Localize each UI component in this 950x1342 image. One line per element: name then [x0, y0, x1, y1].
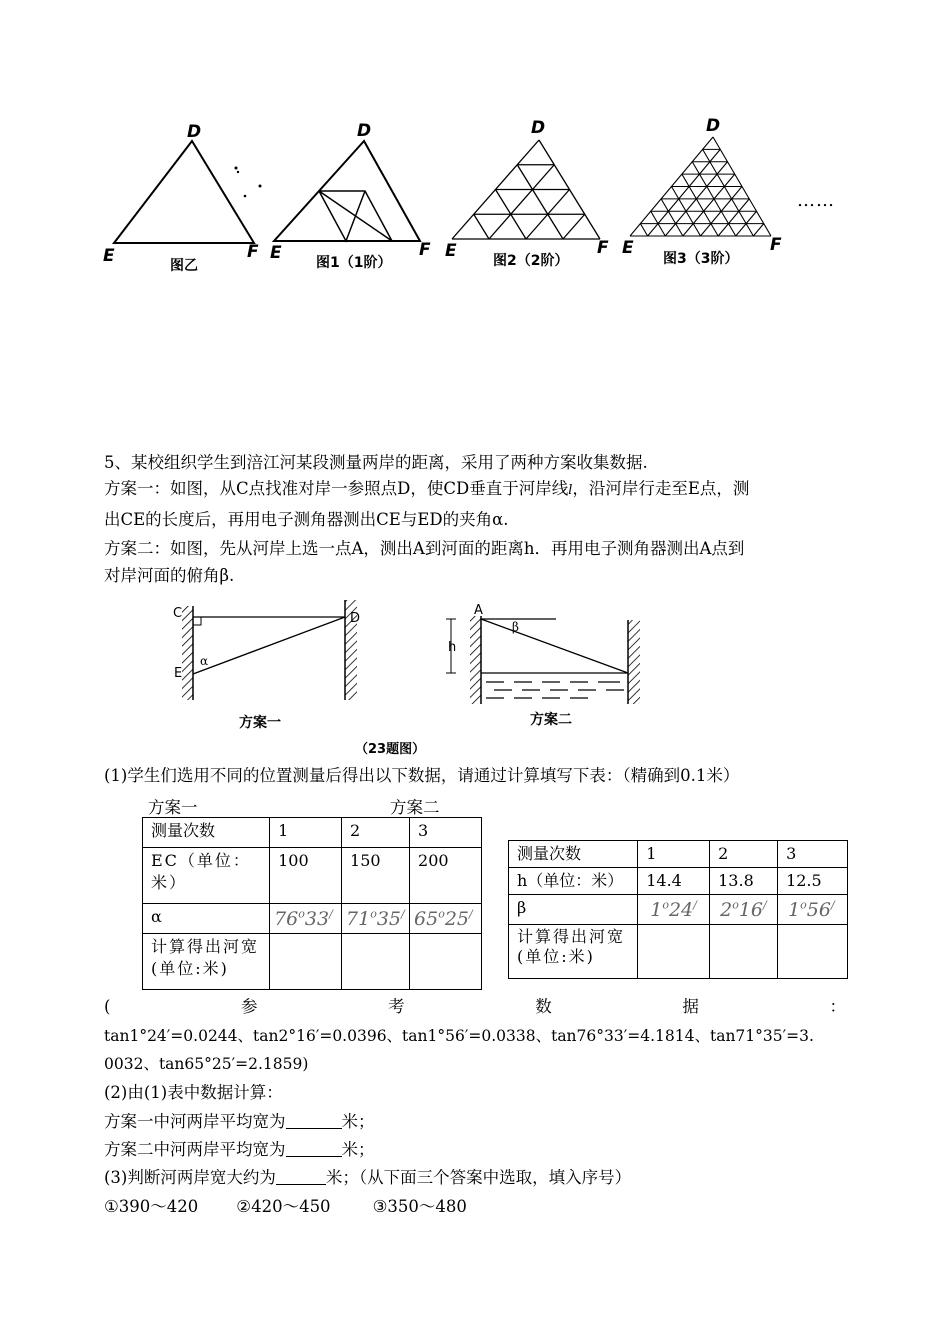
cell: 3 — [778, 841, 848, 868]
option-3: ③350～480 — [372, 1197, 467, 1216]
caption-fig3: 图3（3阶） — [663, 251, 739, 267]
cell: 13.8 — [710, 868, 778, 895]
label-e: E — [622, 238, 634, 258]
cell: 测量次数 — [143, 818, 270, 848]
cell: 100 — [270, 848, 342, 904]
label-beta: β — [512, 620, 519, 634]
question-2a: 方案一中河两岸平均宽为 米； — [104, 1112, 375, 1131]
cell: 2$^o$16/ — [710, 895, 778, 925]
answer-blank[interactable] — [276, 1168, 326, 1185]
option-1: ①390～420 — [104, 1197, 199, 1216]
cell: 1$^o$56/ — [778, 895, 848, 925]
label-h: h — [448, 640, 457, 655]
table2-heading: 方案二 — [390, 798, 440, 817]
cell: 2 — [342, 818, 410, 848]
cell: 65$^o$25/ — [410, 904, 482, 934]
triangle-order3 — [630, 137, 771, 236]
question-2b: 方案二中河两岸平均宽为 米； — [104, 1140, 375, 1159]
label-alpha: α — [200, 654, 209, 668]
label-e: E — [445, 241, 457, 261]
label-d: D — [187, 122, 202, 142]
question-3: (3)判断河两岸宽大约为 米；（从下面三个答案中选取，填入序号） — [104, 1168, 632, 1187]
plan2-line2: 对岸河面的俯角β. — [104, 566, 235, 585]
label-d: D — [357, 121, 372, 141]
plan1-line2: 出CE的长度后，再用电子测角器测出CE与ED的夹角α. — [104, 510, 509, 529]
label-f: F — [419, 240, 431, 260]
plan1-diagram — [182, 600, 357, 700]
table-plan2 — [508, 840, 848, 979]
caption-fig1: 图1（1阶） — [316, 255, 392, 271]
triangle-order2 — [452, 140, 600, 239]
triangle-plain — [114, 141, 254, 243]
question-2: (2)由(1)表中数据计算： — [104, 1083, 283, 1102]
ellipsis: …… — [797, 190, 835, 211]
figure-caption: （23题图） — [355, 742, 426, 757]
cell — [342, 934, 410, 990]
label-e2: E — [174, 666, 183, 681]
caption-plan1: 方案一 — [239, 715, 281, 731]
label-e: E — [270, 243, 282, 263]
label-a: A — [474, 603, 483, 618]
label-d: D — [706, 116, 721, 136]
cell: 测量次数 — [509, 841, 638, 868]
caption-plan2: 方案二 — [530, 712, 572, 728]
table1-heading: 方案一 — [148, 798, 198, 817]
plan1-line1: 方案一：如图，从C点找准对岸一参照点D，使CD垂直于河岸线l，沿河岸行走至E点，测 — [104, 479, 750, 498]
table-plan1 — [142, 817, 482, 990]
cell: 2 — [710, 841, 778, 868]
label-f: F — [247, 242, 259, 262]
answer-blank[interactable] — [286, 1140, 342, 1157]
cell: 12.5 — [778, 868, 848, 895]
cell — [270, 934, 342, 990]
caption-tuyi: 图乙 — [170, 258, 198, 274]
cell: 计算得出河宽(单位:米) — [143, 934, 270, 990]
label-f: F — [597, 238, 609, 258]
cell: 14.4 — [638, 868, 710, 895]
cell: 76$^o$33/ — [270, 904, 342, 934]
cell: EC（单位：米） — [143, 848, 270, 904]
option-2: ②420～450 — [236, 1197, 331, 1216]
label-c: C — [173, 606, 183, 621]
cell — [710, 925, 778, 979]
cell: 3 — [410, 818, 482, 848]
label-f: F — [770, 235, 782, 255]
cell: 150 — [342, 848, 410, 904]
reference-line3: 0032、tan65°25′=2.1859) — [104, 1055, 309, 1073]
reference-heading: ( 参 考 数 据 ： — [104, 997, 846, 1016]
caption-fig2: 图2（2阶） — [493, 253, 569, 269]
cell — [638, 925, 710, 979]
cell: 1 — [638, 841, 710, 868]
question-1: (1)学生们选用不同的位置测量后得出以下数据，请通过计算填写下表：（精确到0.1米） — [104, 766, 740, 785]
cell — [778, 925, 848, 979]
triangle-figures — [0, 0, 950, 290]
cell: β — [509, 895, 638, 925]
cell: 71$^o$35/ — [342, 904, 410, 934]
label-e: E — [103, 246, 115, 266]
label-d2: D — [350, 611, 361, 626]
cell: 200 — [410, 848, 482, 904]
cell: 1 — [270, 818, 342, 848]
cell: α — [143, 904, 270, 934]
cell: h（单位：米） — [509, 868, 638, 895]
cell: 1$^o$24/ — [638, 895, 710, 925]
plan2-diagram — [446, 616, 640, 704]
answer-blank[interactable] — [286, 1112, 342, 1129]
cell — [410, 934, 482, 990]
reference-line2: tan1°24′=0.0244、tan2°16′=0.0396、tan1°56′=0.0338、tan76°33′=4.1814、tan71°35′=3. — [104, 1027, 814, 1045]
problem-intro: 5、某校组织学生到涪江河某段测量两岸的距离，采用了两种方案收集数据. — [104, 453, 648, 472]
cell: 计算得出河宽(单位:米) — [509, 925, 638, 979]
label-d: D — [531, 118, 546, 138]
options — [104, 1195, 467, 1219]
plan2-line1: 方案二：如图，先从河岸上选一点A，测出A到河面的距离h．再用电子测角器测出A点到 — [104, 539, 745, 558]
